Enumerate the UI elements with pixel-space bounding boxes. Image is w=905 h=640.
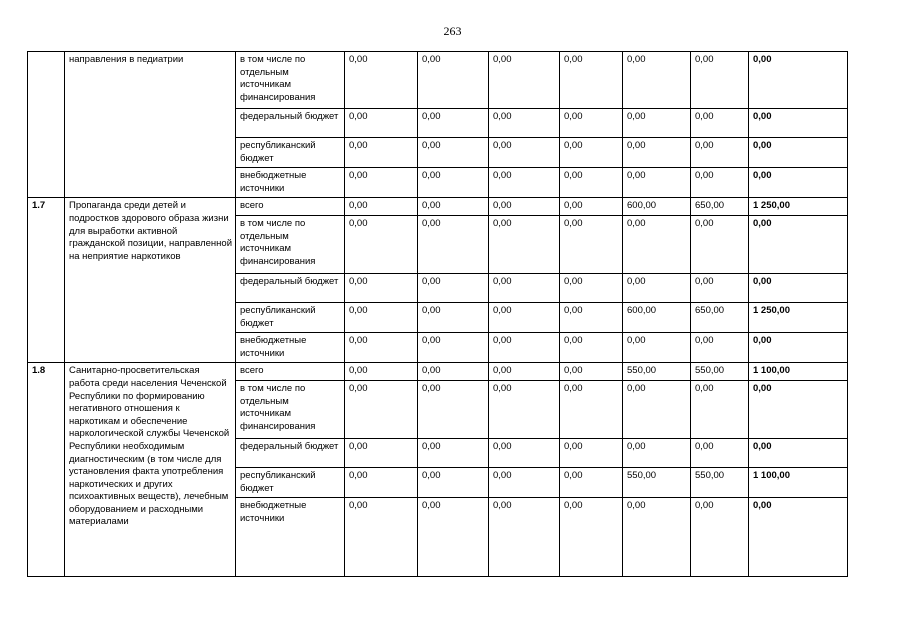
funding-source: в том числе по отдельным источникам финансирования <box>236 215 345 273</box>
item-code: 1.7 <box>28 198 65 363</box>
amount-cell: 0,00 <box>418 52 489 109</box>
amount-cell: 0,00 <box>489 363 560 381</box>
amount-cell: 0,00 <box>560 363 623 381</box>
funding-source: всего <box>236 198 345 216</box>
amount-cell: 0,00 <box>345 380 418 438</box>
amount-cell: 0,00 <box>691 438 749 467</box>
funding-source: всего <box>236 363 345 381</box>
amount-cell: 0,00 <box>691 380 749 438</box>
amount-cell: 0,00 <box>345 333 418 363</box>
amount-cell: 0,00 <box>345 438 418 467</box>
funding-source: республиканский бюджет <box>236 467 345 497</box>
amount-cell: 0,00 <box>623 109 691 138</box>
amount-cell: 0,00 <box>691 333 749 363</box>
amount-cell: 0,00 <box>489 198 560 216</box>
total-cell: 0,00 <box>749 380 848 438</box>
amount-cell: 0,00 <box>489 438 560 467</box>
funding-source: федеральный бюджет <box>236 109 345 138</box>
funding-source: в том числе по отдельным источникам финансирования <box>236 380 345 438</box>
total-cell: 0,00 <box>749 498 848 577</box>
amount-cell: 550,00 <box>623 363 691 381</box>
amount-cell: 0,00 <box>623 138 691 168</box>
item-name: направления в педиатрии <box>65 52 236 198</box>
total-cell: 0,00 <box>749 168 848 198</box>
budget-table <box>27 51 848 577</box>
amount-cell: 0,00 <box>489 168 560 198</box>
total-cell: 1 250,00 <box>749 198 848 216</box>
amount-cell: 0,00 <box>418 380 489 438</box>
funding-source: в том числе по отдельным источникам финансирования <box>236 52 345 109</box>
amount-cell: 0,00 <box>345 467 418 497</box>
amount-cell: 0,00 <box>623 273 691 302</box>
amount-cell: 0,00 <box>345 215 418 273</box>
amount-cell: 0,00 <box>489 109 560 138</box>
total-cell: 0,00 <box>749 109 848 138</box>
amount-cell: 0,00 <box>560 109 623 138</box>
table-row <box>28 198 848 216</box>
amount-cell: 0,00 <box>489 498 560 577</box>
funding-source: внебюджетные источники <box>236 498 345 577</box>
amount-cell: 0,00 <box>345 138 418 168</box>
amount-cell: 650,00 <box>691 302 749 332</box>
amount-cell: 0,00 <box>489 380 560 438</box>
funding-source: внебюджетные источники <box>236 333 345 363</box>
total-cell: 1 250,00 <box>749 302 848 332</box>
amount-cell: 0,00 <box>560 215 623 273</box>
amount-cell: 0,00 <box>560 52 623 109</box>
total-cell: 0,00 <box>749 273 848 302</box>
amount-cell: 0,00 <box>623 52 691 109</box>
amount-cell: 0,00 <box>345 302 418 332</box>
amount-cell: 0,00 <box>418 215 489 273</box>
amount-cell: 0,00 <box>560 273 623 302</box>
amount-cell: 0,00 <box>345 109 418 138</box>
amount-cell: 0,00 <box>560 138 623 168</box>
amount-cell: 0,00 <box>691 138 749 168</box>
amount-cell: 0,00 <box>623 333 691 363</box>
amount-cell: 0,00 <box>560 438 623 467</box>
amount-cell: 0,00 <box>560 333 623 363</box>
amount-cell: 0,00 <box>489 215 560 273</box>
total-cell: 0,00 <box>749 215 848 273</box>
total-cell: 0,00 <box>749 333 848 363</box>
amount-cell: 600,00 <box>623 302 691 332</box>
amount-cell: 0,00 <box>691 215 749 273</box>
item-code: 1.8 <box>28 363 65 577</box>
item-code <box>28 52 65 198</box>
total-cell: 0,00 <box>749 438 848 467</box>
item-name: Санитарно-просветительская работа среди населения Чеченской Республики по формированию негативного отношения к наркотикам и обеспечение наркологической службы Чеченской Республики необходимым диагностическим (в том числе для установления факта употребления наркотических и других психоактивных веществ), лечебным оборудованием и расходными материалами <box>65 363 236 577</box>
amount-cell: 0,00 <box>691 273 749 302</box>
amount-cell: 0,00 <box>691 109 749 138</box>
amount-cell: 0,00 <box>418 138 489 168</box>
amount-cell: 0,00 <box>345 363 418 381</box>
amount-cell: 0,00 <box>345 52 418 109</box>
amount-cell: 0,00 <box>418 363 489 381</box>
table-row <box>28 52 848 109</box>
amount-cell: 0,00 <box>560 302 623 332</box>
amount-cell: 0,00 <box>560 198 623 216</box>
amount-cell: 600,00 <box>623 198 691 216</box>
amount-cell: 0,00 <box>560 380 623 438</box>
total-cell: 0,00 <box>749 52 848 109</box>
table-body <box>28 52 848 577</box>
amount-cell: 0,00 <box>418 302 489 332</box>
total-cell: 0,00 <box>749 138 848 168</box>
amount-cell: 0,00 <box>418 109 489 138</box>
amount-cell: 0,00 <box>560 498 623 577</box>
table-row <box>28 363 848 381</box>
amount-cell: 0,00 <box>691 498 749 577</box>
amount-cell: 0,00 <box>345 498 418 577</box>
total-cell: 1 100,00 <box>749 467 848 497</box>
amount-cell: 650,00 <box>691 198 749 216</box>
amount-cell: 0,00 <box>489 138 560 168</box>
amount-cell: 550,00 <box>623 467 691 497</box>
amount-cell: 0,00 <box>489 302 560 332</box>
amount-cell: 0,00 <box>418 438 489 467</box>
amount-cell: 0,00 <box>418 467 489 497</box>
amount-cell: 0,00 <box>489 273 560 302</box>
amount-cell: 550,00 <box>691 363 749 381</box>
amount-cell: 0,00 <box>345 168 418 198</box>
funding-source: федеральный бюджет <box>236 438 345 467</box>
amount-cell: 0,00 <box>560 467 623 497</box>
amount-cell: 0,00 <box>623 498 691 577</box>
page-number: 263 <box>443 24 462 38</box>
total-cell: 1 100,00 <box>749 363 848 381</box>
amount-cell: 0,00 <box>623 168 691 198</box>
amount-cell: 0,00 <box>560 168 623 198</box>
amount-cell: 0,00 <box>418 273 489 302</box>
amount-cell: 0,00 <box>345 273 418 302</box>
amount-cell: 0,00 <box>418 198 489 216</box>
amount-cell: 0,00 <box>691 52 749 109</box>
amount-cell: 0,00 <box>623 215 691 273</box>
amount-cell: 0,00 <box>345 198 418 216</box>
amount-cell: 550,00 <box>691 467 749 497</box>
funding-source: внебюджетные источники <box>236 168 345 198</box>
amount-cell: 0,00 <box>489 467 560 497</box>
item-name: Пропаганда среди детей и подростков здорового образа жизни для выработки активной гражданской позиции, направленной на неприятие наркотиков <box>65 198 236 363</box>
amount-cell: 0,00 <box>691 168 749 198</box>
amount-cell: 0,00 <box>623 380 691 438</box>
amount-cell: 0,00 <box>418 168 489 198</box>
amount-cell: 0,00 <box>489 52 560 109</box>
funding-source: республиканский бюджет <box>236 302 345 332</box>
amount-cell: 0,00 <box>489 333 560 363</box>
funding-source: федеральный бюджет <box>236 273 345 302</box>
funding-source: республиканский бюджет <box>236 138 345 168</box>
amount-cell: 0,00 <box>418 333 489 363</box>
amount-cell: 0,00 <box>418 498 489 577</box>
amount-cell: 0,00 <box>623 438 691 467</box>
